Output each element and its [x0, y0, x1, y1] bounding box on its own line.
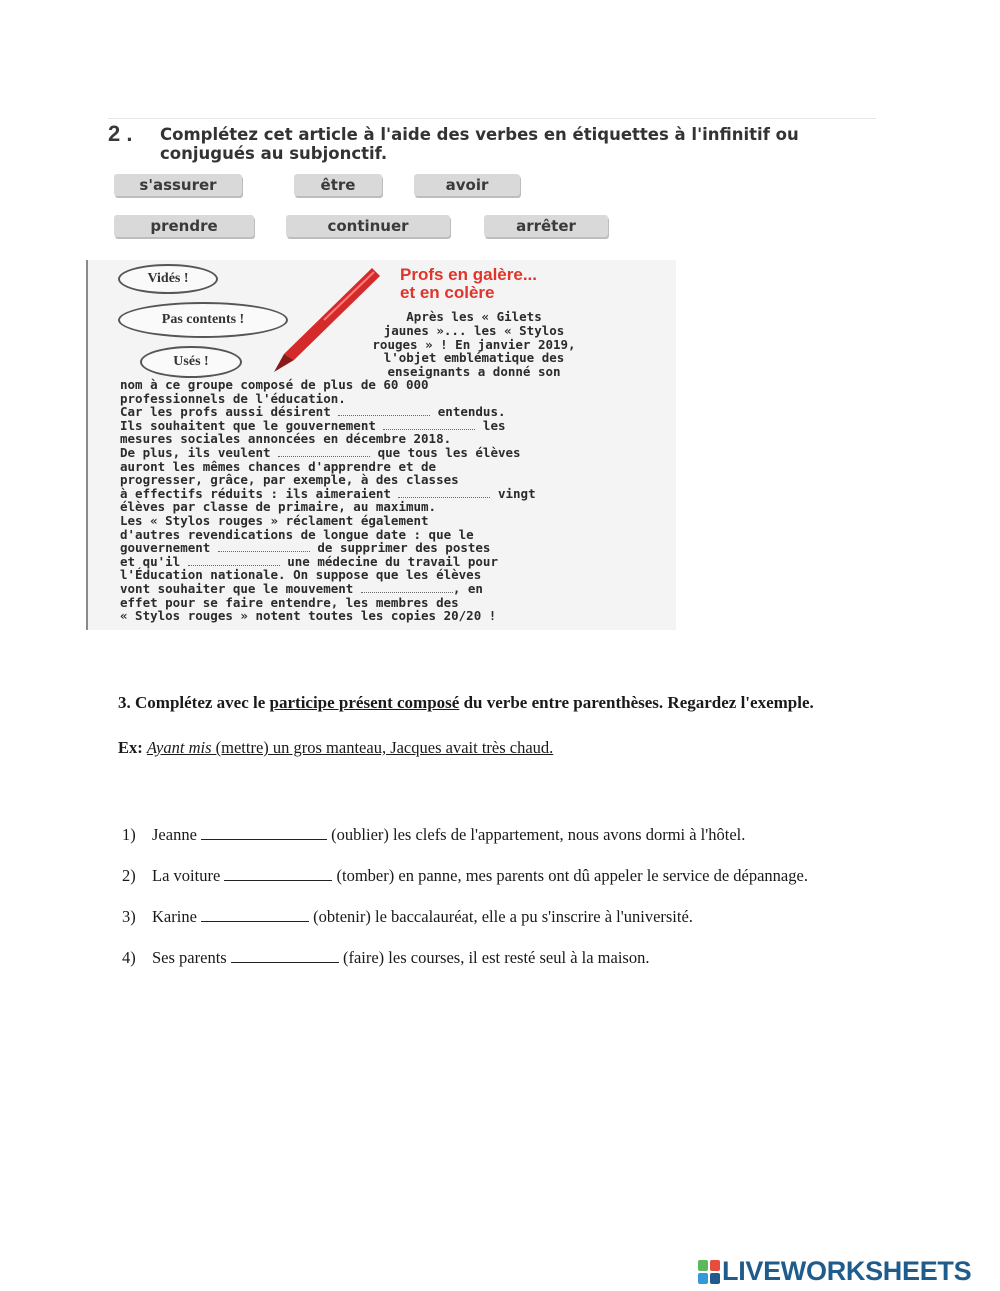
item-number: 3) [122, 907, 136, 926]
article-text: d'autres revendications de longue date : que le [120, 526, 474, 542]
article-title-line-2: et en colère [400, 283, 495, 302]
live-badge-icon [698, 1260, 720, 1284]
article-body-line [120, 568, 672, 582]
item-number: 2) [122, 866, 136, 885]
exercise-3 [118, 692, 878, 758]
article-image [86, 260, 676, 630]
article-body-line [120, 555, 672, 569]
example-answer: Ayant mis [146, 738, 212, 757]
article-intro-line: enseignants a donné son [387, 364, 561, 380]
exercise-3-title-start: 3. Complétez avec le [118, 693, 270, 712]
article-text: élèves par classe de primaire, au maximum. [120, 499, 437, 515]
logo-text: LIVEWORKSHEETS [722, 1256, 972, 1286]
list-item [122, 866, 882, 907]
exercise-3-title [118, 692, 878, 714]
exercise-2-instruction: Complétez cet article à l'aide des verbes en étiquettes à l'infinitif ou conjugués au subjonctif. [160, 125, 799, 163]
article-title-line-1: Profs en galère... [400, 265, 537, 284]
article-body [120, 378, 672, 623]
answer-input-4[interactable] [231, 950, 337, 969]
article-text: l'Éducation nationale. On suppose que les élèves [120, 567, 482, 583]
chip-continuer[interactable]: continuer [286, 215, 450, 237]
answer-blank [224, 866, 332, 881]
article-text: vont souhaiter que le mouvement [120, 580, 361, 596]
chip-etre[interactable]: être [294, 174, 382, 196]
article-text: de supprimer des postes [309, 540, 491, 556]
article-text: que tous les élèves [370, 444, 521, 460]
example-sentence [118, 738, 878, 758]
article-body-line [120, 514, 672, 528]
article-body-line [120, 446, 672, 460]
item-after: (tomber) en panne, mes parents ont dû appeler le service de dépannage. [332, 866, 808, 885]
speech-bubble-pas-contents: Pas contents ! [118, 302, 288, 338]
article-intro-line: jaunes »... les « Stylos [383, 322, 565, 338]
article-dotted-blank[interactable] [188, 556, 280, 566]
speech-bubble-vides: Vidés ! [118, 264, 218, 294]
article-dotted-blank[interactable] [278, 447, 370, 457]
article-text: professionnels de l'éducation. [120, 390, 346, 406]
article-body-line [120, 500, 672, 514]
exercise-3-title-end: du verbe entre parenthèses. Regardez l'exemple. [459, 693, 814, 712]
article-text: et qu'il [120, 553, 188, 569]
article-text: De plus, ils veulent [120, 444, 279, 460]
example-label: Ex: [118, 738, 143, 757]
article-text: les [475, 417, 506, 433]
article-body-line [120, 582, 672, 596]
chip-arreter[interactable]: arrêter [484, 215, 608, 237]
article-text: Les « Stylos rouges » réclament également [120, 512, 429, 528]
article-body-line [120, 596, 672, 610]
speech-bubble-uses: Usés ! [140, 346, 242, 378]
example-rest: (mettre) un gros manteau, Jacques avait très chaud. [211, 738, 554, 757]
chip-avoir[interactable]: avoir [414, 174, 520, 196]
article-body-line [120, 405, 672, 419]
item-after: (obtenir) le baccalauréat, elle a pu s'inscrire à l'université. [309, 907, 693, 926]
article-body-line [120, 378, 672, 392]
article-intro-line: l'objet emblématique des [383, 350, 565, 366]
article-dotted-blank[interactable] [218, 542, 310, 552]
article-dotted-blank[interactable] [383, 420, 475, 430]
article-dotted-blank[interactable] [361, 583, 453, 593]
article-text: auront les mêmes chances d'apprendre et de [120, 458, 437, 474]
article-text: Ils souhaitent que le gouvernement [120, 417, 384, 433]
answer-input-1[interactable] [201, 827, 325, 846]
article-body-line [120, 609, 672, 623]
article-text: progresser, grâce, par exemple, à des classes [120, 472, 459, 488]
item-before: Jeanne [152, 825, 202, 844]
article-text: mesures sociales annoncées en décembre 2018. [120, 431, 452, 447]
article-text: une médecine du travail pour [279, 553, 498, 569]
article-body-line [120, 460, 672, 474]
exercise-2-header [108, 118, 876, 169]
article-title [400, 266, 537, 302]
article-body-line [120, 528, 672, 542]
exercise-3-items [122, 825, 882, 989]
item-before: La voiture [152, 866, 225, 885]
article-intro-line: rouges » ! En janvier 2019, [372, 336, 576, 352]
answer-blank [201, 907, 309, 922]
article-body-line [120, 473, 672, 487]
answer-blank [231, 948, 339, 963]
answer-blank [201, 825, 327, 840]
exercise-2 [108, 118, 876, 235]
example-text [147, 738, 553, 757]
article-text: nom à ce groupe composé de plus de 60 000 [120, 377, 429, 392]
article-body-line [120, 392, 672, 406]
list-item [122, 948, 882, 989]
item-number: 1) [122, 825, 136, 844]
item-before: Ses parents [152, 948, 231, 967]
chip-s-assurer[interactable]: s'assurer [114, 174, 242, 196]
exercise-2-number: 2 . [108, 121, 133, 146]
article-body-line [120, 487, 672, 501]
article-intro-line: Après les « Gilets [406, 309, 542, 324]
verb-chips [114, 174, 634, 254]
item-after: (faire) les courses, il est resté seul à la maison. [338, 948, 650, 967]
list-item [122, 907, 882, 948]
article-text: entendus. [430, 404, 506, 420]
article-intro [324, 310, 624, 379]
chip-prendre[interactable]: prendre [114, 215, 254, 237]
article-body-line [120, 541, 672, 555]
article-body-line [120, 432, 672, 446]
article-dotted-blank[interactable] [338, 406, 430, 416]
article-text: , en [452, 580, 483, 596]
item-before: Karine [152, 907, 202, 926]
article-dotted-blank[interactable] [398, 488, 490, 498]
answer-input-2[interactable] [224, 868, 330, 887]
list-item [122, 825, 882, 866]
item-text [152, 825, 745, 845]
item-text [152, 948, 649, 968]
article-text: gouvernement [120, 540, 218, 556]
article-text: effet pour se faire entendre, les membres des [120, 594, 459, 610]
article-body-line [120, 419, 672, 433]
item-number: 4) [122, 948, 136, 967]
article-text: Car les profs aussi désirent [120, 404, 339, 420]
answer-input-3[interactable] [201, 909, 307, 928]
exercise-3-title-underlined: participe présent composé [269, 693, 460, 712]
article-text: « Stylos rouges » notent toutes les copies 20/20 ! [120, 608, 497, 624]
item-text [152, 866, 808, 886]
item-after: (oublier) les clefs de l'appartement, nous avons dormi à l'hôtel. [327, 825, 746, 844]
item-text [152, 907, 693, 927]
article-text: à effectifs réduits : ils aimeraient [120, 485, 399, 501]
article-text: vingt [490, 485, 536, 501]
